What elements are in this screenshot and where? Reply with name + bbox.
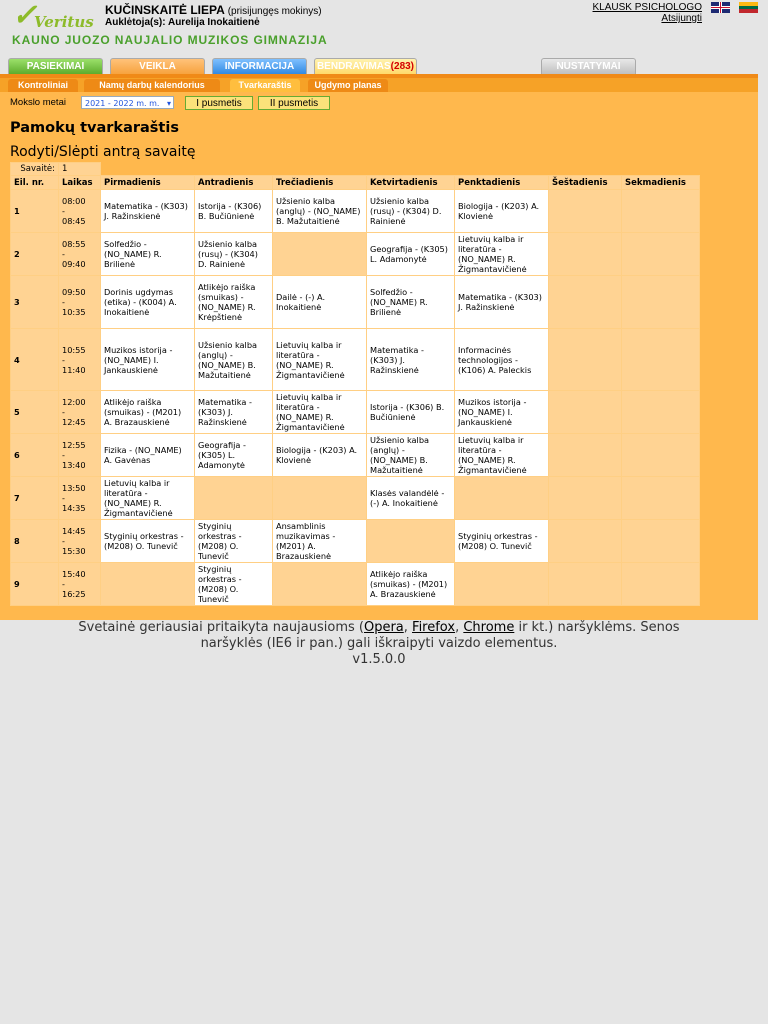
lesson-time (59, 276, 101, 329)
empty-cell (549, 391, 622, 434)
lesson-cell[interactable]: Geografija - (K305) L. Adamonytė (367, 233, 455, 276)
logo-check-icon: ✓ (12, 0, 38, 33)
lesson-time (59, 520, 101, 563)
lesson-cell[interactable]: Matematika - (K303) J. Ražinskienė (195, 391, 273, 434)
empty-cell (549, 563, 622, 606)
tab-pasiekimai[interactable] (8, 58, 103, 75)
time-separator: - (62, 206, 65, 216)
subtab-homework-calendar[interactable] (84, 79, 220, 92)
lesson-cell[interactable]: Atlikėjo raiška (smuikas) - (M201) A. Brazauskienė (367, 563, 455, 606)
col-day: Pirmadienis (101, 176, 195, 190)
lesson-end: 13:40 (62, 460, 86, 470)
lesson-cell[interactable]: Istorija - (K306) B. Bučiūnienė (195, 190, 273, 233)
lesson-cell[interactable]: Informacinės technologijos - (K106) A. Paleckis (455, 329, 549, 391)
empty-cell (622, 190, 700, 233)
lesson-cell[interactable]: Muzikos istorija - (NO_NAME) I. Jankauskienė (101, 329, 195, 391)
table-row (11, 563, 700, 606)
lesson-cell[interactable]: Biologija - (K203) A. Klovienė (455, 190, 549, 233)
lesson-end: 09:40 (62, 259, 86, 269)
col-time: Laikas (59, 176, 101, 190)
lesson-start: 12:55 (62, 440, 86, 450)
time-separator: - (62, 249, 65, 259)
subtab-timetable[interactable] (230, 79, 300, 92)
sub-tabs (0, 78, 758, 92)
lesson-cell[interactable]: Atlikėjo raiška (smuikas) - (M201) A. Brazauskienė (101, 391, 195, 434)
empty-cell (622, 434, 700, 477)
lesson-cell[interactable]: Klasės valandėlė - (-) A. Inokaitienė (367, 477, 455, 520)
time-separator: - (62, 407, 65, 417)
table-row (11, 391, 700, 434)
lesson-end: 14:35 (62, 503, 86, 513)
lesson-cell[interactable]: Lietuvių kalba ir literatūra - (NO_NAME) R. Žigmantavičienė (273, 391, 367, 434)
col-day: Antradienis (195, 176, 273, 190)
empty-cell (622, 276, 700, 329)
table-row (11, 190, 700, 233)
lesson-cell[interactable]: Dailė - (-) A. Inokaitienė (273, 276, 367, 329)
subtab-label: Ugdymo planas (314, 80, 382, 90)
empty-cell (549, 276, 622, 329)
lesson-cell[interactable]: Užsienio kalba (anglų) - (NO_NAME) B. Mažutaitienė (195, 329, 273, 391)
logout-link[interactable]: Atsijungti (661, 13, 702, 24)
lesson-cell[interactable]: Matematika - (K303) J. Ražinskienė (367, 329, 455, 391)
lesson-cell[interactable]: Styginių orkestras - (M208) O. Tunevič (195, 563, 273, 606)
lesson-start: 09:50 (62, 287, 86, 297)
lesson-time (59, 477, 101, 520)
lesson-number: 6 (11, 434, 59, 477)
footer-line-2: naršyklės (IE6 ir pan.) gali iškraipyti vaizdo elementus. (200, 636, 558, 651)
header-row (11, 176, 700, 190)
user-name-text: KUČINSKAITĖ LIEPA (105, 3, 225, 17)
empty-cell (549, 329, 622, 391)
tab-label: VEIKLA (139, 61, 176, 72)
table-row (11, 434, 700, 477)
tab-label: INFORMACIJA (224, 61, 295, 72)
lesson-cell[interactable]: Lietuvių kalba ir literatūra - (NO_NAME) R. Žigmantavičienė (101, 477, 195, 520)
lesson-start: 15:40 (62, 569, 86, 579)
lesson-cell[interactable]: Styginių orkestras - (M208) O. Tunevič (101, 520, 195, 563)
empty-cell (622, 329, 700, 391)
lesson-end: 15:30 (62, 546, 86, 556)
logo-text: Veritus (34, 13, 94, 31)
lesson-cell[interactable]: Biologija - (K203) A. Klovienė (273, 434, 367, 477)
lesson-number: 1 (11, 190, 59, 233)
semester-1-button[interactable]: I pusmetis (185, 96, 253, 110)
lesson-cell[interactable]: Fizika - (NO_NAME) A. Gavėnas (101, 434, 195, 477)
empty-cell (367, 520, 455, 563)
lesson-number: 4 (11, 329, 59, 391)
lesson-cell[interactable]: Užsienio kalba (rusų) - (K304) D. Rainienė (367, 190, 455, 233)
empty-cell (549, 233, 622, 276)
lesson-cell[interactable]: Styginių orkestras - (M208) O. Tunevič (195, 520, 273, 563)
empty-cell (622, 391, 700, 434)
time-separator: - (62, 297, 65, 307)
chrome-link[interactable]: Chrome (463, 620, 515, 635)
footer-text: , (403, 620, 413, 635)
lesson-number: 2 (11, 233, 59, 276)
lesson-cell[interactable]: Matematika - (K303) J. Ražinskienė (101, 190, 195, 233)
lesson-cell[interactable]: Styginių orkestras - (M208) O. Tunevič (455, 520, 549, 563)
lesson-cell[interactable]: Solfedžio - (NO_NAME) R. Brilienė (367, 276, 455, 329)
lesson-time (59, 233, 101, 276)
school-year-value: 2021 - 2022 m. m. (85, 99, 160, 108)
lesson-cell[interactable]: Matematika - (K303) J. Ražinskienė (455, 276, 549, 329)
lesson-end: 11:40 (62, 364, 86, 375)
tab-label: NUSTATYMAI (556, 61, 621, 72)
lesson-end: 16:25 (62, 589, 86, 599)
lesson-number: 5 (11, 391, 59, 434)
lesson-number: 7 (11, 477, 59, 520)
week-value: 1 (59, 163, 101, 176)
table-row (11, 477, 700, 520)
empty-cell (455, 477, 549, 520)
time-separator: - (62, 493, 65, 503)
lesson-time (59, 434, 101, 477)
lesson-start: 10:55 (62, 344, 86, 355)
class-teacher: Auklėtoja(s): Aurelija Inokaitienė (105, 17, 260, 28)
empty-cell (455, 563, 549, 606)
lesson-time (59, 329, 101, 391)
subtab-label: Namų darbų kalendorius (99, 80, 205, 90)
opera-link[interactable]: Opera (363, 620, 404, 635)
table-row (11, 276, 700, 329)
empty-cell (101, 563, 195, 606)
lesson-cell[interactable]: Lietuvių kalba ir literatūra - (NO_NAME) R. Žigmantavičienė (455, 233, 549, 276)
lithuania-flag-icon[interactable] (739, 2, 758, 13)
lesson-number: 8 (11, 520, 59, 563)
ask-psychologist-link[interactable]: KLAUSK PSICHOLOGO (592, 2, 702, 13)
firefox-link[interactable]: Firefox (412, 620, 456, 635)
footer-text: Svetainė geriausiai pritaikyta naujausioms ( (78, 620, 364, 635)
lesson-time (59, 563, 101, 606)
lesson-cell[interactable]: Užsienio kalba (rusų) - (K304) D. Rainienė (195, 233, 273, 276)
empty-cell (549, 190, 622, 233)
page-title: Pamokų tvarkaraštis (10, 120, 179, 136)
user-name (105, 3, 322, 17)
lesson-start: 08:55 (62, 239, 86, 249)
week-row (11, 163, 700, 176)
lesson-time (59, 391, 101, 434)
lesson-cell[interactable]: Dorinis ugdymas (etika) - (K004) A. Inokaitienė (101, 276, 195, 329)
veritus-logo[interactable] (12, 0, 94, 33)
subtab-label: Kontroliniai (18, 80, 68, 90)
table-row (11, 233, 700, 276)
tab-nustatymai[interactable] (541, 58, 636, 75)
tab-bendravimas[interactable] (314, 58, 417, 75)
school-year-label: Mokslo metai (10, 97, 66, 108)
footer-text: , (455, 620, 464, 635)
col-day: Šeštadienis (549, 176, 622, 190)
lesson-time (59, 190, 101, 233)
lesson-end: 12:45 (62, 417, 86, 427)
lesson-cell[interactable]: Istorija - (K306) B. Bučiūnienė (367, 391, 455, 434)
empty-cell (549, 477, 622, 520)
header (0, 0, 768, 56)
lesson-cell[interactable]: Ansamblinis muzikavimas - (M201) A. Brazauskienė (273, 520, 367, 563)
empty-cell (549, 520, 622, 563)
school-name: KAUNO JUOZO NAUJALIO MUZIKOS GIMNAZIJA (12, 33, 328, 47)
footer-line-1 (0, 620, 758, 636)
col-day: Penktadienis (455, 176, 549, 190)
time-separator: - (62, 536, 65, 546)
lesson-cell[interactable]: Lietuvių kalba ir literatūra - (NO_NAME) R. Žigmantavičienė (455, 434, 549, 477)
tab-informacija[interactable] (212, 58, 307, 75)
lesson-cell[interactable]: Užsienio kalba (anglų) - (NO_NAME) B. Mažutaitienė (273, 190, 367, 233)
time-separator: - (62, 579, 65, 589)
lesson-cell[interactable]: Geografija - (K305) L. Adamonytė (195, 434, 273, 477)
lesson-number: 3 (11, 276, 59, 329)
main-content (0, 92, 758, 620)
empty-cell (273, 233, 367, 276)
col-nr: Eil. nr. (11, 176, 59, 190)
tab-label: BENDRAVIMAS (316, 61, 391, 72)
col-day: Ketvirtadienis (367, 176, 455, 190)
time-separator: - (62, 450, 65, 460)
footer-text: ir kt.) naršyklėms. Senos (514, 620, 680, 635)
empty-cell (622, 233, 700, 276)
empty-cell (195, 477, 273, 520)
empty-cell (622, 520, 700, 563)
lesson-start: 13:50 (62, 483, 86, 493)
lesson-start: 14:45 (62, 526, 86, 536)
lesson-cell[interactable]: Užsienio kalba (anglų) - (NO_NAME) B. Mažutaitienė (367, 434, 455, 477)
chevron-down-icon: ▾ (166, 99, 171, 108)
lesson-cell[interactable]: Lietuvių kalba ir literatūra - (NO_NAME) R. Žigmantavičienė (273, 329, 367, 391)
lesson-cell[interactable]: Atlikėjo raiška (smuikas) - (NO_NAME) R. Krėpštienė (195, 276, 273, 329)
week-label: Savaitė: (11, 163, 59, 176)
school-year-select[interactable] (81, 96, 174, 109)
lesson-start: 08:00 (62, 196, 86, 206)
version: v1.5.0.0 (352, 652, 406, 667)
toggle-second-week-link[interactable]: Rodyti/Slėpti antrą savaitę (10, 144, 196, 160)
user-status: (prisijungęs mokinys) (227, 6, 322, 17)
subtab-kontroliniai[interactable] (8, 79, 78, 92)
tab-veikla[interactable] (110, 58, 205, 75)
col-day: Trečiadienis (273, 176, 367, 190)
lesson-end: 08:45 (62, 216, 86, 226)
empty-cell (549, 434, 622, 477)
empty-cell (273, 477, 367, 520)
subtab-label: Tvarkaraštis (238, 80, 292, 90)
semester-2-button[interactable]: II pusmetis (258, 96, 330, 110)
empty-cell (622, 477, 700, 520)
lesson-cell[interactable]: Muzikos istorija - (NO_NAME) I. Jankauskienė (455, 391, 549, 434)
table-row (11, 520, 700, 563)
uk-flag-icon[interactable] (711, 2, 730, 13)
col-day: Sekmadienis (622, 176, 700, 190)
lesson-end: 10:35 (62, 307, 86, 317)
empty-cell (622, 563, 700, 606)
time-separator: - (62, 354, 65, 365)
lesson-start: 12:00 (62, 397, 86, 407)
subtab-education-plan[interactable] (308, 79, 388, 92)
timetable (10, 162, 700, 606)
unread-badge: (283) (390, 61, 415, 72)
footer (0, 620, 758, 668)
lesson-number: 9 (11, 563, 59, 606)
empty-cell (273, 563, 367, 606)
lesson-cell[interactable]: Solfedžio - (NO_NAME) R. Brilienė (101, 233, 195, 276)
tab-label: PASIEKIMAI (26, 61, 85, 72)
table-row (11, 329, 700, 391)
